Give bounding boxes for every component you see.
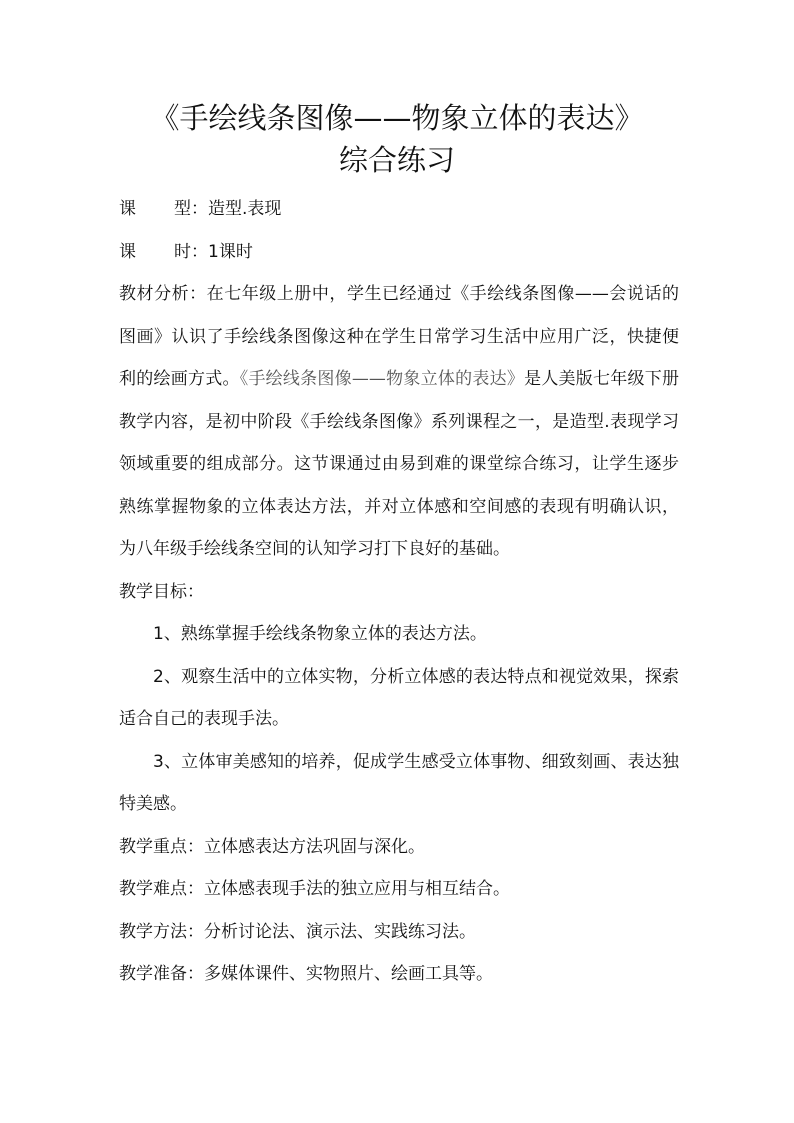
objective-item-1: 1、熟练掌握手绘线条物象立体的表达方法。	[153, 624, 487, 644]
method-line	[119, 911, 679, 954]
preparation-value: 多媒体课件、实物照片、绘画工具等。	[204, 964, 493, 984]
analysis-text-gray: 《手绘线条图像——物象立体的表达》	[239, 369, 525, 389]
objective-item-2: 2、观察生活中的立体实物，分析立体感的表达特点和视觉效果，探索适合自己的表现手法。	[119, 666, 679, 729]
document-subtitle: 综合练习	[338, 143, 455, 177]
preparation-line	[119, 953, 679, 996]
lesson-time-line	[119, 231, 679, 274]
objectives-label: 教学目标：	[119, 581, 204, 602]
objective-item-3: 3、立体审美感知的培养，促成学生感受立体事物、细致刻画、表达独特美感。	[119, 751, 679, 814]
preparation-label: 教学准备：	[119, 964, 204, 984]
analysis-text-part1: 在七年级上册中，学生已经通过《手绘线条图像——会说话的图画》认识了手绘线条图像这种在学生日常学习生活中应用广泛，快捷便利的绘画方式。	[119, 284, 680, 389]
key-point-line	[119, 826, 679, 869]
lesson-type-label-char2: 型：	[174, 199, 208, 219]
analysis-label: 教材分析：	[119, 284, 207, 304]
document-title: 《手绘线条图像——物象立体的表达》	[150, 101, 644, 135]
lesson-type-label-char1: 课	[119, 199, 136, 219]
lesson-type-value: 造型.表现	[208, 199, 282, 219]
lesson-time-label-char1: 课	[119, 241, 136, 262]
difficulty-value: 立体感表现手法的独立应用与相互结合。	[204, 879, 510, 899]
lesson-time-value: 1课时	[208, 241, 253, 262]
analysis-paragraph	[119, 273, 679, 571]
method-value: 分析讨论法、演示法、实践练习法。	[204, 921, 476, 942]
key-point-value: 立体感表达方法巩固与深化。	[204, 836, 425, 857]
difficulty-label: 教学难点：	[119, 879, 204, 899]
analysis-text-part2: 是人美版七年级下册教学内容，是初中阶段《手绘线条图像》系列课程之一，是造型.表现学习领域重要的组成部分。这节课通过由易到难的课堂综合练习，让学生逐步熟练掌握物象的立体表达方法，并对立体感和空间感的表现有明确认识，为八年级手绘线条空间的认知学习打下良好的基础。	[119, 369, 680, 559]
method-label: 教学方法：	[119, 921, 204, 942]
key-point-label: 教学重点：	[119, 836, 204, 857]
lesson-time-label-char2: 时：	[174, 241, 208, 262]
document-body	[119, 188, 679, 996]
difficulty-line	[119, 868, 679, 911]
lesson-type-line	[119, 188, 679, 231]
